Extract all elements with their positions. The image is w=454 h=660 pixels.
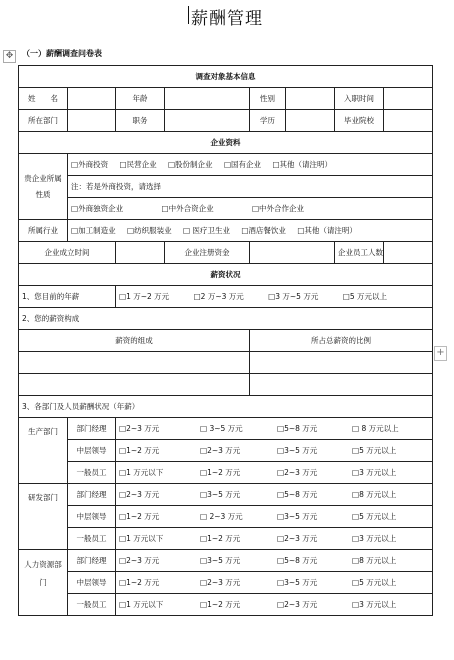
category-label: 贵企业所属性质 (19, 154, 68, 220)
department-field[interactable] (68, 110, 116, 132)
option-checkbox[interactable]: □3 万元以上 (352, 468, 397, 477)
dept-name: 人力资源部门 (19, 550, 68, 616)
option-checkbox[interactable]: □3 万~5 万元 (268, 292, 319, 301)
option-checkbox[interactable]: □3~5 万元 (277, 446, 318, 455)
option-checkbox[interactable]: □5~8 万元 (277, 490, 318, 499)
option-checkbox[interactable]: □2~3 万元 (200, 578, 241, 587)
option-checkbox[interactable]: □中外合资企业 (161, 204, 214, 213)
q1-label: 1、您目前的年薪 (19, 286, 116, 308)
q2-input-cell[interactable] (19, 374, 250, 396)
role-options (116, 550, 433, 572)
founded-label: 企业成立时间 (19, 242, 116, 264)
option-checkbox[interactable]: □外商投资 (71, 160, 109, 169)
option-checkbox[interactable]: □ 医疗卫生业 (182, 226, 230, 235)
option-checkbox[interactable]: □1~2 万元 (119, 446, 160, 455)
table-move-handle-icon[interactable]: ✥ (3, 50, 16, 63)
role-label: 部门经理 (68, 484, 116, 506)
option-checkbox[interactable]: □2~3 万元 (119, 424, 160, 433)
option-checkbox[interactable]: □5 万元以上 (352, 446, 397, 455)
option-checkbox[interactable]: □外商独资企业 (71, 204, 124, 213)
option-checkbox[interactable]: □1~2 万元 (200, 468, 241, 477)
option-checkbox[interactable]: □2~3 万元 (277, 600, 318, 609)
dept-name: 生产部门 (19, 418, 68, 484)
option-checkbox[interactable]: □其他（请注明） (297, 226, 357, 235)
staff-count-label: 企业员工人数 (335, 242, 384, 264)
age-field[interactable] (165, 88, 250, 110)
role-options (116, 506, 433, 528)
hire-date-field[interactable] (384, 88, 433, 110)
option-checkbox[interactable]: □1~2 万元 (200, 600, 241, 609)
role-label: 一般员工 (68, 594, 116, 616)
section-subtitle: （一）薪酬调查问卷表 (22, 49, 102, 58)
dept-name: 研发部门 (19, 484, 68, 550)
industry-label: 所属行业 (19, 220, 68, 242)
role-label: 一般员工 (68, 462, 116, 484)
option-checkbox[interactable]: □纺织服装业 (126, 226, 172, 235)
option-checkbox[interactable]: □3~5 万元 (277, 578, 318, 587)
add-column-icon[interactable]: + (434, 346, 447, 361)
role-label: 中层领导 (68, 506, 116, 528)
role-label: 中层领导 (68, 572, 116, 594)
role-options (116, 462, 433, 484)
role-label: 一般员工 (68, 528, 116, 550)
name-label: 姓 名 (19, 88, 68, 110)
option-checkbox[interactable]: □酒店餐饮业 (241, 226, 286, 235)
position-label: 职务 (116, 110, 165, 132)
option-checkbox[interactable]: □3~5 万元 (277, 512, 318, 521)
doc-title: 薪酬管理 (191, 9, 263, 29)
capital-field[interactable] (250, 242, 335, 264)
option-checkbox[interactable]: □其他（请注明） (272, 160, 333, 169)
q2-col-composition: 薪资的组成 (19, 330, 250, 352)
option-checkbox[interactable]: □1~2 万元 (119, 512, 160, 521)
school-label: 毕业院校 (335, 110, 384, 132)
survey-table (18, 65, 433, 616)
salary-header: 薪资状况 (19, 264, 433, 286)
position-field[interactable] (165, 110, 250, 132)
hire-date-label: 入职时间 (335, 88, 384, 110)
option-checkbox[interactable]: □3 万元以上 (352, 534, 397, 543)
option-checkbox[interactable]: □5~8 万元 (277, 556, 318, 565)
role-options (116, 418, 433, 440)
option-checkbox[interactable]: □5 万元以上 (352, 512, 397, 521)
option-checkbox[interactable]: □2~3 万元 (119, 556, 160, 565)
option-checkbox[interactable]: □1 万元以下 (119, 534, 164, 543)
role-options (116, 440, 433, 462)
option-checkbox[interactable]: □加工制造业 (71, 226, 116, 235)
option-checkbox[interactable]: □2~3 万元 (277, 534, 318, 543)
company-header: 企业资料 (19, 132, 433, 154)
option-checkbox[interactable]: □8 万元以上 (352, 490, 397, 499)
category-options (68, 154, 433, 176)
capital-label: 企业注册资金 (165, 242, 250, 264)
education-field[interactable] (286, 110, 335, 132)
q2-input-cell[interactable] (250, 352, 433, 374)
role-label: 中层领导 (68, 440, 116, 462)
gender-label: 性别 (250, 88, 286, 110)
option-checkbox[interactable]: □股份制企业 (167, 160, 213, 169)
q2-input-cell[interactable] (250, 374, 433, 396)
staff-count-field[interactable] (384, 242, 433, 264)
option-checkbox[interactable]: □2~3 万元 (200, 446, 241, 455)
option-checkbox[interactable]: □1 万元以下 (119, 600, 164, 609)
q2-input-cell[interactable] (19, 352, 250, 374)
role-options (116, 484, 433, 506)
role-options (116, 528, 433, 550)
name-field[interactable] (68, 88, 116, 110)
option-checkbox[interactable]: □1 万元以下 (119, 468, 164, 477)
option-checkbox[interactable]: □2~3 万元 (277, 468, 318, 477)
department-label: 所在部门 (19, 110, 68, 132)
option-checkbox[interactable]: □民营企业 (119, 160, 157, 169)
option-checkbox[interactable]: □国有企业 (223, 160, 262, 169)
option-checkbox[interactable]: □ 3~5 万元 (200, 424, 243, 433)
gender-field[interactable] (286, 88, 335, 110)
education-label: 学历 (250, 110, 286, 132)
role-options (116, 572, 433, 594)
option-checkbox[interactable]: □2~3 万元 (119, 490, 160, 499)
foreign-note: 注：若是外商投资，请选择 (68, 176, 433, 198)
q1-options (116, 286, 433, 308)
role-options (116, 594, 433, 616)
option-checkbox[interactable]: □1 万~2 万元 (119, 292, 170, 301)
option-checkbox[interactable]: □ 2~3 万元 (200, 512, 243, 521)
q2-label: 2、您的薪资构成 (19, 308, 433, 330)
industry-options (68, 220, 433, 242)
role-label: 部门经理 (68, 418, 116, 440)
foreign-options (68, 198, 433, 220)
option-checkbox[interactable]: □8 万元以上 (352, 556, 397, 565)
option-checkbox[interactable]: □1~2 万元 (119, 578, 160, 587)
founded-field[interactable] (116, 242, 165, 264)
option-checkbox[interactable]: □中外合作企业 (251, 204, 305, 213)
option-checkbox[interactable]: □3~5 万元 (200, 556, 241, 565)
q3-label: 3、各部门及人员薪酬状况（年薪） (19, 396, 433, 418)
school-field[interactable] (384, 110, 433, 132)
option-checkbox[interactable]: □3~5 万元 (200, 490, 241, 499)
respondent-header: 调查对象基本信息 (19, 66, 433, 88)
age-label: 年龄 (116, 88, 165, 110)
q2-col-ratio: 所占总薪资的比例 (250, 330, 433, 352)
option-checkbox[interactable]: □ 8 万元以上 (352, 424, 399, 433)
option-checkbox[interactable]: □3 万元以上 (352, 600, 397, 609)
option-checkbox[interactable]: □5 万元以上 (342, 292, 387, 301)
option-checkbox[interactable]: □5 万元以上 (352, 578, 397, 587)
option-checkbox[interactable]: □5~8 万元 (277, 424, 318, 433)
option-checkbox[interactable]: □1~2 万元 (200, 534, 241, 543)
role-label: 部门经理 (68, 550, 116, 572)
option-checkbox[interactable]: □2 万~3 万元 (193, 292, 244, 301)
text-cursor (188, 6, 189, 24)
